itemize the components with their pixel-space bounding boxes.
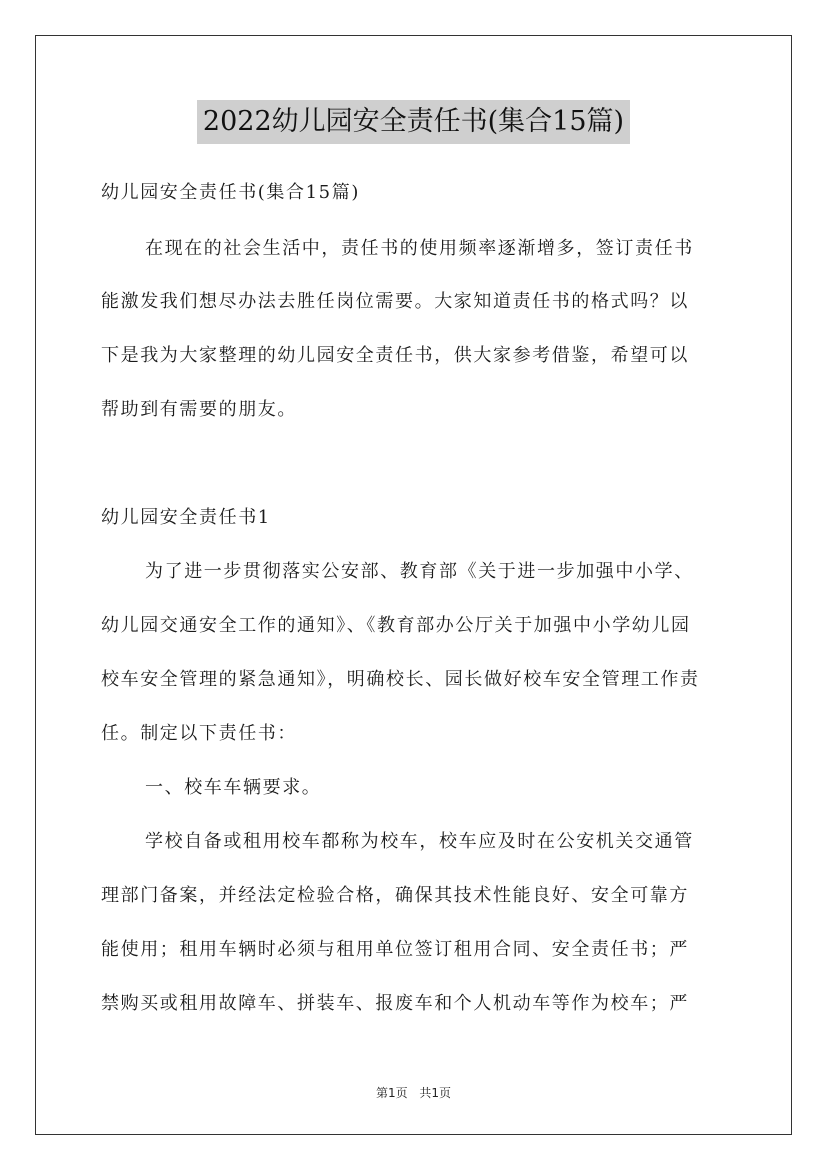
page-total: 共1页 bbox=[419, 1086, 452, 1100]
list-heading: 一、校车车辆要求。 bbox=[145, 777, 322, 798]
document-title-block bbox=[0, 100, 827, 144]
paragraph-line: 禁购买或租用故障车、拼装车、报废车和个人机动车等作为校车；严 bbox=[101, 993, 689, 1014]
section-heading: 幼儿园安全责任书1 bbox=[101, 507, 271, 528]
paragraph-line: 下是我为大家整理的幼儿园安全责任书，供大家参考借鉴，希望可以 bbox=[101, 345, 689, 366]
paragraph-line: 能使用；租用车辆时必须与租用单位签订租用合同、安全责任书；严 bbox=[101, 939, 689, 960]
paragraph-line: 能激发我们想尽办法去胜任岗位需要。大家知道责任书的格式吗？以 bbox=[101, 291, 689, 312]
paragraph-line: 学校自备或租用校车都称为校车，校车应及时在公安机关交通管 bbox=[145, 831, 694, 852]
paragraph-line: 幼儿园交通安全工作的通知》、《教育部办公厅关于加强中小学幼儿园 bbox=[101, 615, 691, 636]
page-footer bbox=[0, 1084, 827, 1101]
paragraph-line: 在现在的社会生活中，责任书的使用频率逐渐增多，签订责任书 bbox=[145, 238, 694, 259]
paragraph-line: 校车安全管理的紧急通知》，明确校长、园长做好校车安全管理工作责 bbox=[101, 669, 700, 690]
subtitle-line: 幼儿园安全责任书(集合15篇) bbox=[101, 182, 360, 203]
paragraph-line: 帮助到有需要的朋友。 bbox=[101, 399, 297, 420]
paragraph-line: 任。制定以下责任书： bbox=[101, 723, 297, 744]
page-number: 第1页 bbox=[375, 1086, 408, 1100]
paragraph-line: 为了进一步贯彻落实公安部、教育部《关于进一步加强中小学、 bbox=[145, 561, 694, 582]
paragraph-line: 理部门备案，并经法定检验合格，确保其技术性能良好、安全可靠方 bbox=[101, 885, 689, 906]
document-title: 2022幼儿园安全责任书(集合15篇) bbox=[197, 100, 630, 144]
